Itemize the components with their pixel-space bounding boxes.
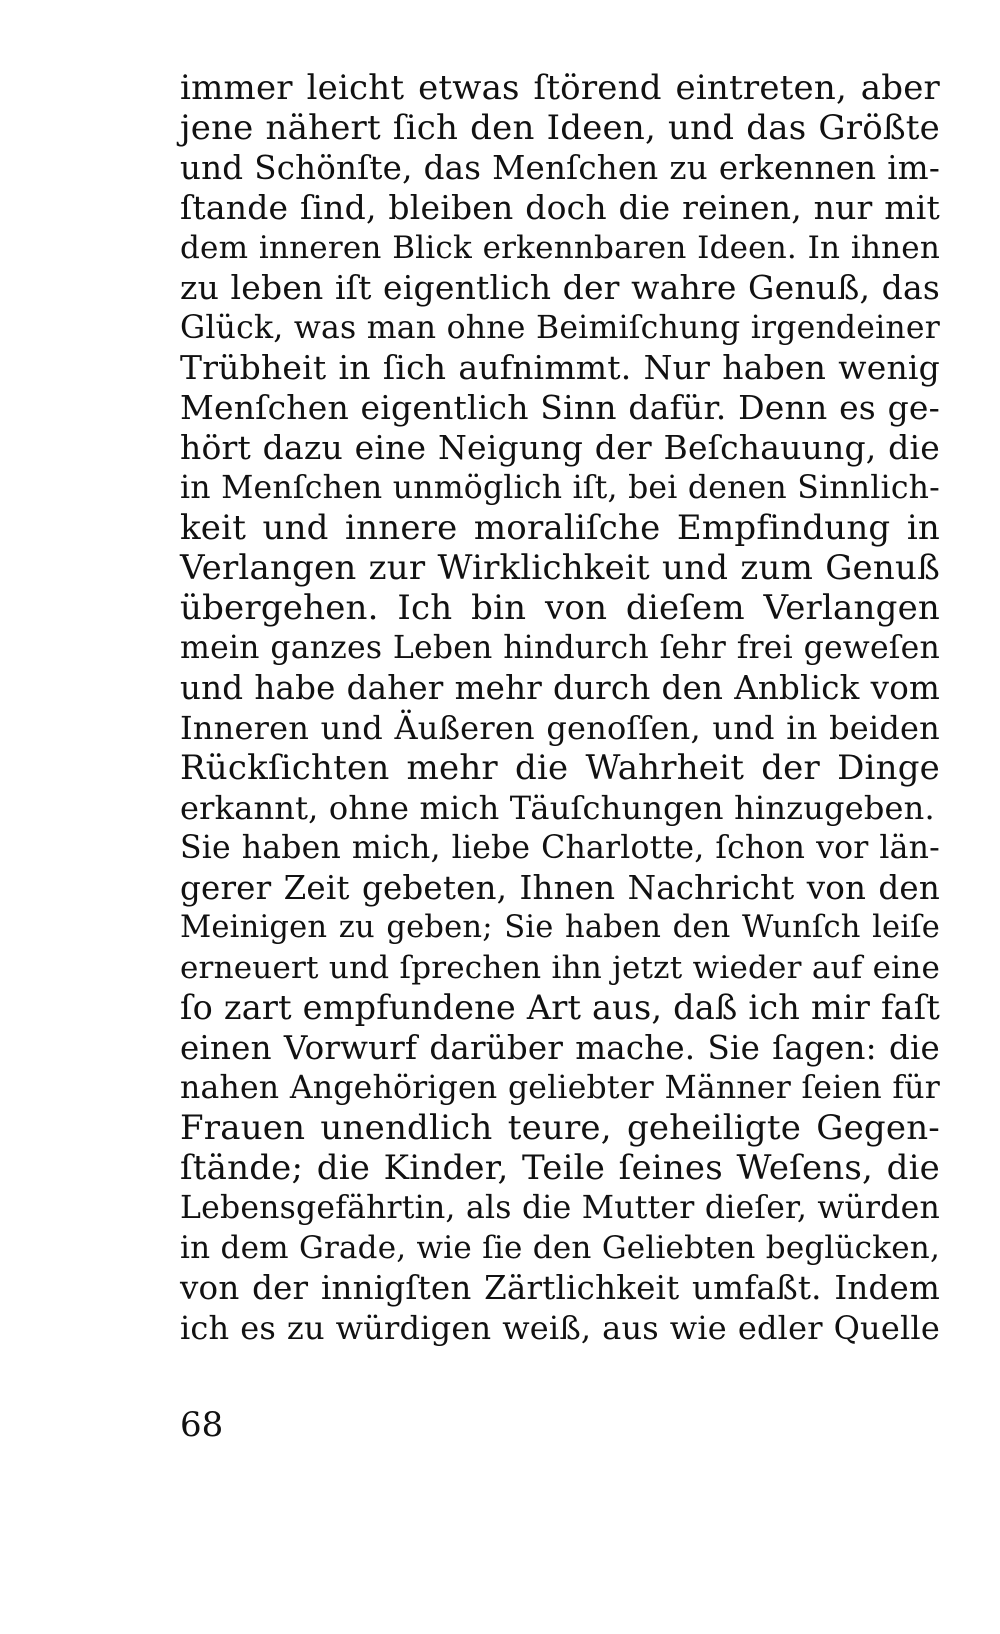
text-line: Frauen unendlich teure, geheiligte Gegen- — [180, 1108, 940, 1148]
text-line: ich es zu würdigen weiß, aus wie edler Quelle — [180, 1309, 940, 1347]
text-line: gerer Zeit gebeten, Ihnen Nachricht von den — [180, 869, 940, 907]
text-line: jene nähert ſich den Ideen, und das Größte — [180, 108, 940, 148]
text-line: einen Vorwurf darüber mache. Sie ſagen: die — [180, 1029, 940, 1067]
text-line: übergehen. Ich bin von dieſem Verlangen — [180, 588, 940, 628]
text-line: und Schönſte, das Menſchen zu erkennen im- — [180, 149, 940, 187]
text-line: mein ganzes Leben hindurch ſehr frei geweſen — [180, 630, 940, 666]
text-line: ſo zart empfundene Art aus, daß ich mir faſt — [180, 988, 940, 1027]
text-line: von der innigſten Zärtlichkeit umfaßt. Indem — [180, 1269, 940, 1307]
text-line: zu leben iſt eigentlich der wahre Genuß, das — [180, 268, 940, 307]
text-line: und habe daher mehr durch den Anblick vom — [180, 669, 940, 707]
text-line: ſtände; die Kinder, Teile ſeines Weſens, die — [180, 1148, 940, 1188]
text-line: hört dazu eine Neigung der Beſchauung, die — [180, 428, 940, 467]
text-line: erkannt, ohne mich Täuſchungen hinzugeben. — [180, 789, 935, 827]
text-line: Lebensgefährtin, als die Mutter dieſer, würden — [180, 1190, 940, 1226]
text-line: Sie haben mich, liebe Charlotte, ſchon vor län- — [180, 830, 940, 866]
body-text — [180, 68, 940, 1348]
page-number: 68 — [180, 1405, 224, 1445]
text-line: nahen Angehörigen geliebter Männer ſeien für — [180, 1070, 940, 1106]
text-line: Menſchen eigentlich Sinn dafür. Denn es ge- — [180, 388, 940, 427]
text-line: Inneren und Äußeren genoſſen, und in beiden — [180, 709, 940, 747]
text-line: Glück, was man ohne Beimiſchung irgendeiner — [180, 310, 940, 346]
text-line: erneuert und ſprechen ihn jetzt wieder auf eine — [180, 950, 940, 986]
text-line: Meinigen zu geben; Sie haben den Wunſch leiſe — [180, 910, 940, 945]
text-line: Trübheit in ſich aufnimmt. Nur haben wenig — [180, 348, 940, 387]
text-line: dem inneren Blick erkennbaren Ideen. In ihnen — [180, 230, 940, 266]
text-line: keit und innere moraliſche Empfindung in — [180, 508, 940, 548]
text-line: immer leicht etwas ſtörend eintreten, aber — [180, 68, 940, 108]
text-line: Rückſichten mehr die Wahrheit der Dinge — [180, 748, 940, 788]
text-line: ſtande ſind, bleiben doch die reinen, nur mit — [180, 188, 940, 227]
text-line: Verlangen zur Wirklichkeit und zum Genuß — [180, 548, 940, 588]
text-line: in Menſchen unmöglich iſt, bei denen Sinnlich- — [180, 470, 940, 506]
text-line: in dem Grade, wie ſie den Geliebten beglücken, — [180, 1230, 940, 1266]
